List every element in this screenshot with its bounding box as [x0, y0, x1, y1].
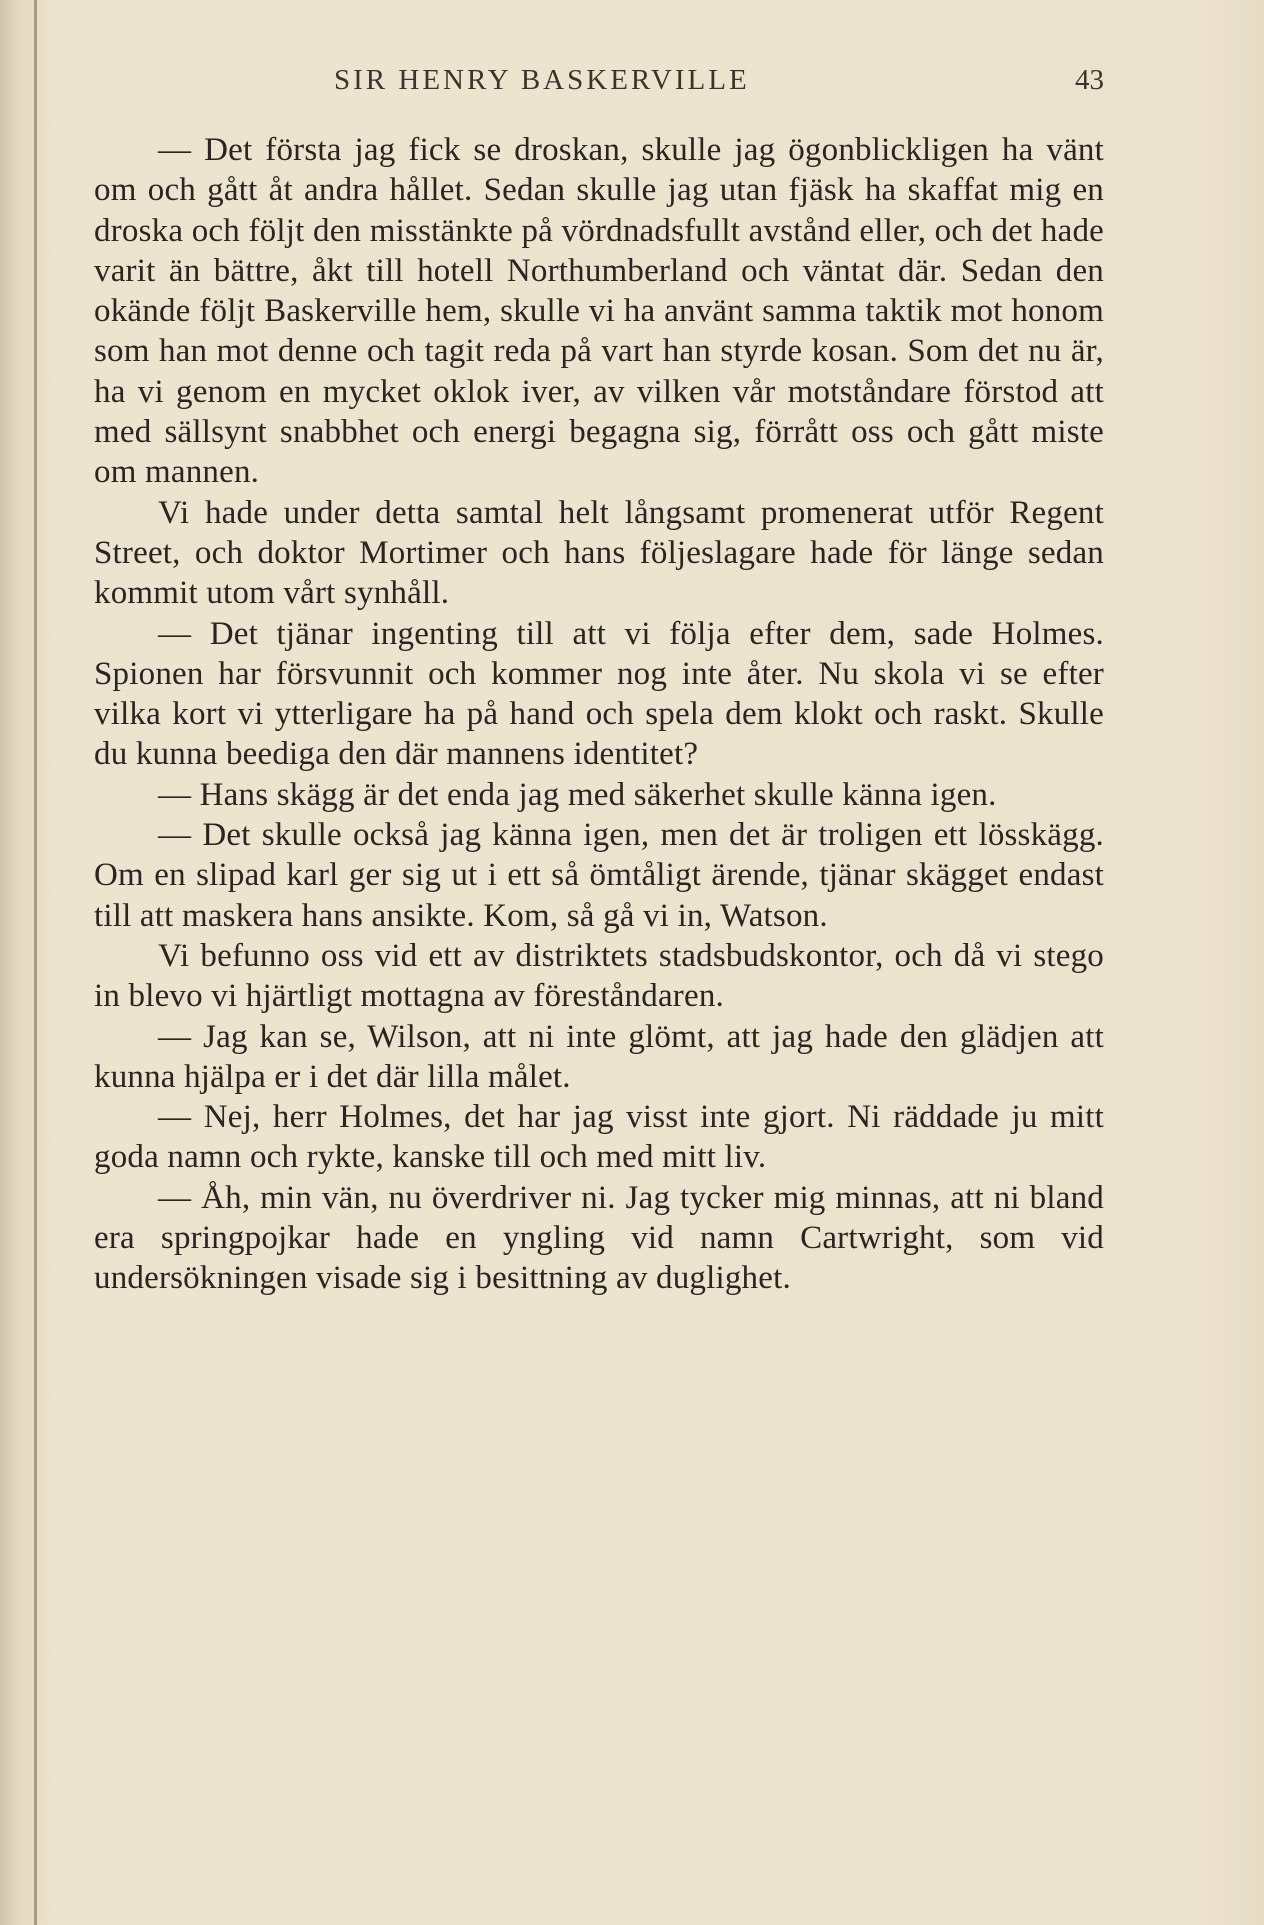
paragraph: — Det skulle också jag känna igen, men det är troligen ett lösskägg. Om en slipad karl ger sig ut i ett så ömtåligt ärende, tjänar skägget endast till att maskera hans ansikte. Kom, så gå vi in, Watson.	[94, 817, 1104, 934]
paragraph: — Jag kan se, Wilson, att ni inte glömt, att jag hade den glädjen att kunna hjälpa er i det där lilla målet.	[94, 1018, 1104, 1095]
page-header	[94, 64, 1104, 104]
running-title: SIR HENRY BASKERVILLE	[334, 64, 750, 96]
paragraph: — Åh, min vän, nu överdriver ni. Jag tycker mig minnas, att ni bland era springpojkar hade en yngling vid namn Cartwright, som vid undersökningen visade sig i besittning av duglighet.	[94, 1179, 1104, 1297]
page-spine-edge	[34, 0, 37, 1925]
paragraph: — Det första jag fick se droskan, skulle jag ögonblickligen ha vänt om och gått åt andra hållet. Sedan skulle jag utan fjäsk ha skaffat mig en droska och följt den misstänkte på vördnadsfullt avstånd eller, och det hade varit än bättre, åkt till hotell Northumberland och väntat där. Sedan den okände följt Baskerville hem, skulle vi ha använt samma taktik mot honom som han mot denne och tagit reda på vart han styrde kosan. Som det nu är, ha vi genom en mycket oklok iver, av vilken vår motståndare förstod att med sällsynt snabbhet och energi begagna sig, förrått oss och gått miste om mannen.	[94, 132, 1104, 491]
paragraph: Vi hade under detta samtal helt långsamt promenerat utför Regent Street, och doktor Mortimer och hans följeslagare hade för länge sedan kommit utom vårt synhåll.	[94, 494, 1104, 612]
paragraph: Vi befunno oss vid ett av distriktets stadsbudskontor, och då vi stego in blevo vi hjärtligt mottagna av föreståndaren.	[94, 937, 1104, 1015]
paragraph: — Det tjänar ingenting till att vi följa efter dem, sade Holmes. Spionen har försvunnit och kommer nog inte åter. Nu skola vi se efter vilka kort vi ytterligare ha på hand och spela dem klokt och raskt. Skulle du kunna beediga den där mannens identitet?	[94, 615, 1104, 773]
paragraph: — Hans skägg är det enda jag med säkerhet skulle känna igen.	[158, 776, 997, 813]
body-text	[94, 130, 1104, 1299]
page-number: 43	[1075, 64, 1104, 96]
paragraph: — Nej, herr Holmes, det har jag visst inte gjort. Ni räddade ju mitt goda namn och rykte, kanske till och med mitt liv.	[94, 1099, 1104, 1176]
